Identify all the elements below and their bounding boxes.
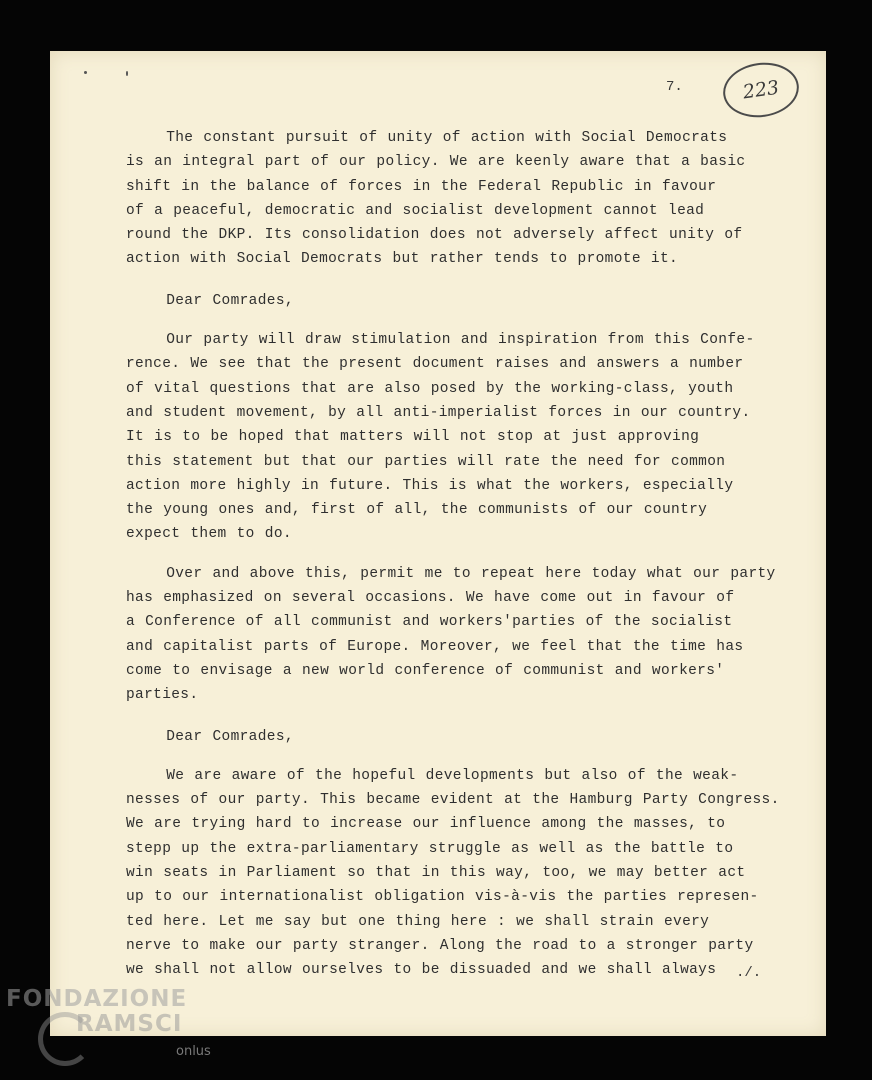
paragraph — [126, 764, 806, 983]
text-line: It is to be hoped that matters will not stop at just approving — [126, 429, 700, 446]
text-line: Over and above this, permit me to repeat here today what our party — [126, 565, 776, 582]
paragraph — [126, 328, 806, 547]
text-line: and student movement, by all anti-imperialist forces in our country. — [126, 404, 751, 421]
text-line: The constant pursuit of unity of action with Social Democrats — [126, 130, 728, 146]
watermark-line-1: FONDAZIONE — [6, 986, 188, 1012]
text-line: stepp up the extra-parliamentary struggle as well as the battle to — [126, 840, 734, 857]
text-line: action more highly in future. This is what the workers, especially — [126, 477, 734, 494]
ink-speck — [126, 71, 128, 76]
text-line: we shall not allow ourselves to be dissuaded and we shall always — [126, 962, 717, 979]
text-line: the young ones and, first of all, the communists of our country — [126, 502, 708, 519]
text-line: Dear Comrades, — [126, 728, 294, 745]
archive-stamp — [720, 58, 803, 122]
text-line: We are aware of the hopeful developments but also of the weak- — [126, 767, 739, 784]
text-line: parties. — [126, 687, 199, 704]
text-line: rence. We see that the present document raises and answers a number — [126, 356, 744, 373]
text-line: round the DKP. Its consolidation does not adversely affect unity of — [126, 227, 743, 244]
text-line: We are trying hard to increase our influence among the masses, to — [126, 816, 726, 833]
paragraph — [126, 126, 806, 272]
document-page — [50, 51, 826, 1036]
text-line: action with Social Democrats but rather tends to promote it. — [126, 251, 679, 268]
fondazione-gramsci-watermark — [6, 984, 226, 1074]
text-line: this statement but that our parties will rate the need for common — [126, 453, 726, 470]
text-line: and capitalist parts of Europe. Moreover, we feel that the time has — [126, 638, 744, 655]
watermark-line-3: onlus — [176, 1044, 211, 1059]
text-line: has emphasized on several occasions. We have come out in favour of — [126, 590, 735, 607]
ink-speck — [84, 71, 87, 74]
text-line: nerve to make our party stranger. Along the road to a stronger party — [126, 937, 754, 954]
text-line: come to envisage a new world conference of communist and workers' — [126, 662, 725, 679]
text-line: up to our internationalist obligation vis-à-vis the parties represen- — [126, 889, 759, 906]
letter-body — [126, 126, 806, 983]
text-line: is an integral part of our policy. We are keenly aware that a basic — [126, 154, 746, 171]
archive-stamp-number: 223 — [741, 76, 781, 104]
text-line: Dear Comrades, — [126, 292, 294, 309]
text-line: shift in the balance of forces in the Federal Republic in favour — [126, 178, 717, 195]
continuation-mark: ./. — [736, 965, 762, 981]
salutation — [126, 725, 806, 749]
salutation — [126, 289, 806, 313]
watermark-line-2: RAMSCI — [76, 1011, 183, 1037]
text-line: of a peaceful, democratic and socialist development cannot lead — [126, 202, 705, 219]
text-line: nesses of our party. This became evident at the Hamburg Party Congress. — [126, 792, 780, 809]
text-line: of vital questions that are also posed by the working-class, youth — [126, 380, 734, 397]
text-line: ted here. Let me say but one thing here : we shall strain every — [126, 913, 710, 930]
text-line: Our party will draw stimulation and inspiration from this Confe- — [126, 332, 755, 349]
text-line: win seats in Parliament so that in this way, too, we may better act — [126, 865, 746, 882]
text-line: expect them to do. — [126, 526, 292, 543]
page-number: 7. — [666, 79, 683, 95]
text-line: a Conference of all communist and workers'parties of the socialist — [126, 614, 733, 631]
paragraph — [126, 562, 806, 708]
